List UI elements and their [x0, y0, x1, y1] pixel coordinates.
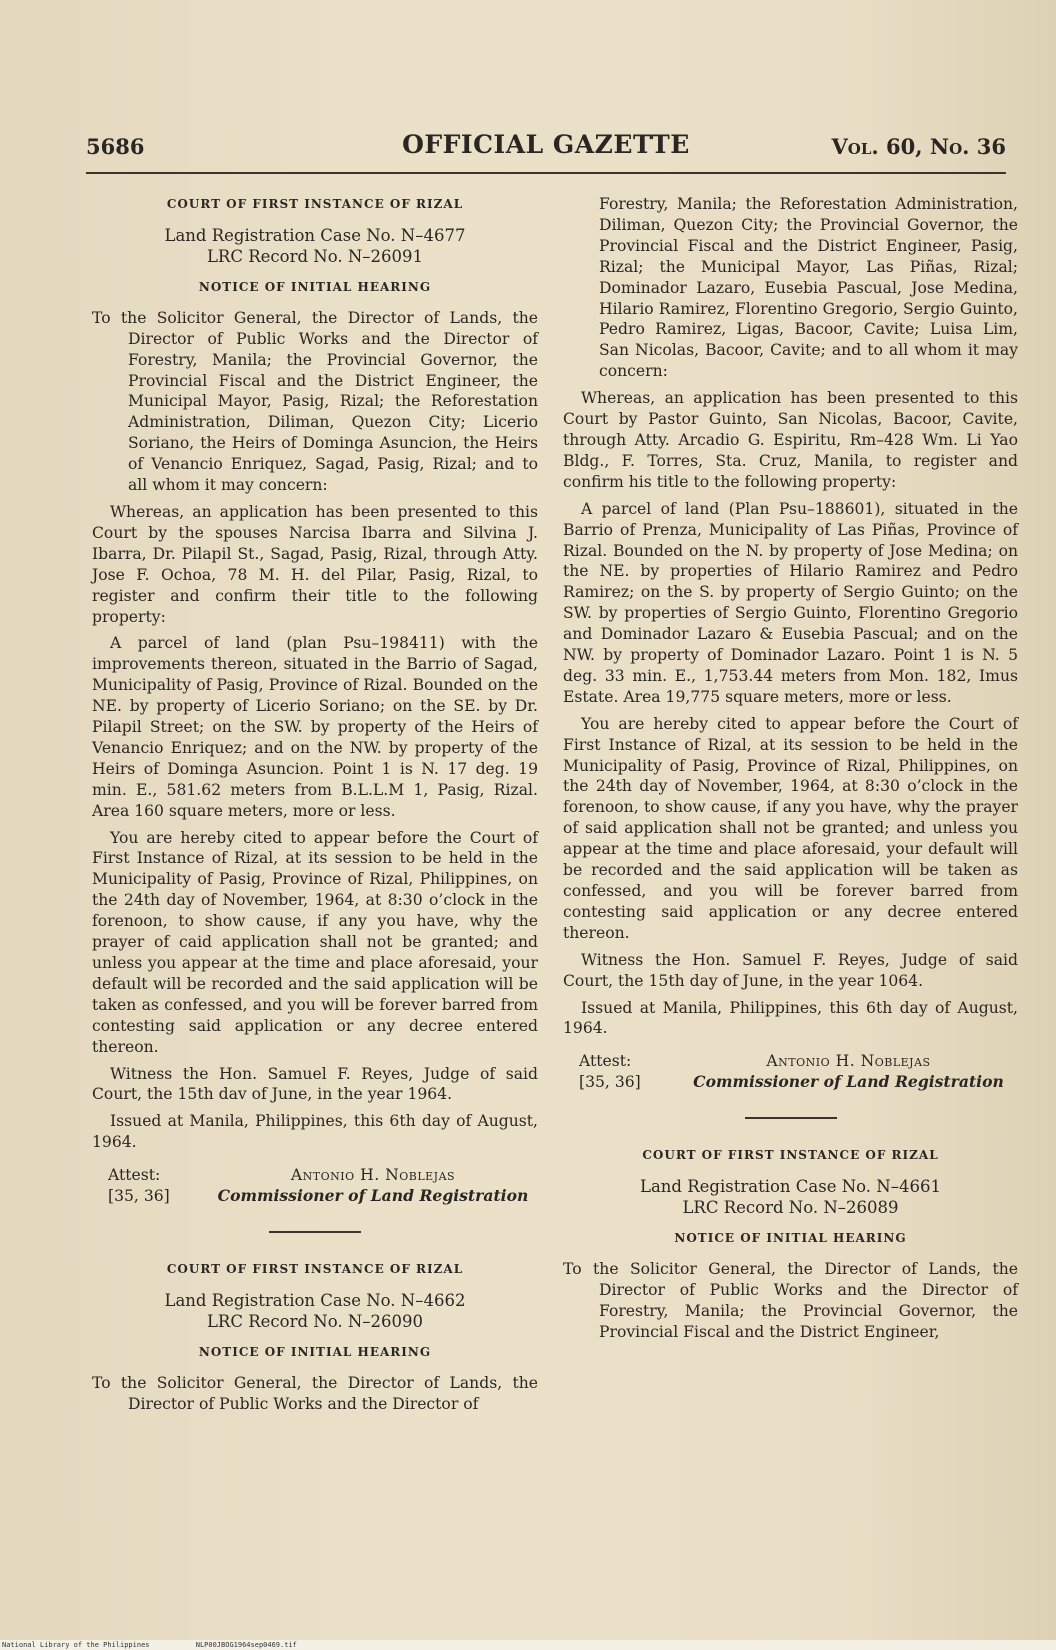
court-name: COURT OF FIRST INSTANCE OF RIZAL: [166, 1261, 464, 1276]
witness-paragraph: Witness the Hon. Samuel F. Reyes, Judge of said Court, the 15th day of June, in the year 1064.: [563, 950, 1018, 990]
notice-n4662-start: [92, 1259, 538, 1415]
publication-title: OFFICIAL GAZETTE: [402, 130, 690, 159]
scan-footer: [0, 1640, 1056, 1650]
notice-n4662-continued: [563, 194, 1018, 1093]
lrc-record: LRC Record No. N–26089: [682, 1198, 899, 1218]
whereas-paragraph: Whereas, an application has been presented to this Court by Pastor Guinto, San Nicolas, Bacoor, Cavite, through Atty. Arcadio G. Espiritu, Rm–428 Wm. Li Yao Bldg., F. Torres, Sta. Cruz, Manila, to register and confirm his title to the following property:: [563, 389, 1018, 491]
notice-separator: [745, 1117, 837, 1119]
parcel-description: A parcel of land (plan Psu–198411) with the improvements thereon, situated in the Barrio of Sagad, Municipality of Pasig, Province of Rizal. Bounded on the NE. by property of Licerio Soriano; on the SE. by Dr. Pilapil Street; on the SW. by property of the Heirs of Venancio Enriquez; and on the NW. by property of the Heirs of Dominga Asuncion. Point 1 is N. 17 deg. 19 min. E., 581.62 meters from B.L.L.M 1, Pasig, Rizal. Area 160 square meters, more or less.: [92, 634, 538, 820]
court-name: COURT OF FIRST INSTANCE OF RIZAL: [642, 1148, 939, 1163]
left-column: [92, 194, 538, 1415]
notice-n4677: [92, 194, 538, 1207]
lrc-record: LRC Record No. N–26091: [206, 246, 424, 266]
page-number: 5686: [86, 134, 145, 159]
signer-name: Antonio H. Noblejas: [290, 1166, 456, 1185]
addressees: To the Solicitor General, the Director of Lands, the Director of Public Works and the Director of Forestry, Manila; the Provincial Governor, the Provincial Fiscal and the District Engineer, the Municipal Mayor, Pasig, Rizal; the Reforestation Administration, Diliman, Quezon City; Licerio Soriano, the Heirs of Dominga Asuncion, the Heirs of Venancio Enriquez, Sagad, Pasig, Rizal; and to all whom it may concern:: [92, 308, 538, 495]
addressees: To the Solicitor General, the Director of Lands, the Director of Public Works and the Director of Forestry, Manila; the Provincial Governor, the Provincial Fiscal and the District Engineer,: [563, 1259, 1018, 1341]
whereas-paragraph: Whereas, an application has been presented to this Court by the spouses Narcisa Ibarra and Silvina J. Ibarra, Dr. Pilapil St., Sagad, Pasig, Rizal, through Atty. Jose F. Ochoa, 78 M. H. del Pilar, Pasig, Rizal, to register and confirm their title to the following property:: [92, 502, 538, 626]
signer-name: Antonio H. Noblejas: [766, 1052, 931, 1071]
signer-title: Commissioner of Land Registration: [693, 1072, 1004, 1092]
page-header: [86, 130, 1006, 166]
notice-n4661: [563, 1145, 1018, 1342]
notice-title: NOTICE OF INITIAL HEARING: [674, 1231, 907, 1246]
case-number: Land Registration Case No. N–4661: [640, 1177, 941, 1197]
issued-paragraph: Issued at Manila, Philippines, this 6th day of August, 1964.: [92, 1112, 538, 1152]
header-rule: [86, 172, 1006, 174]
volume-issue: Vol. 60, No. 36: [831, 134, 1006, 159]
case-number: Land Registration Case No. N–4677: [164, 225, 466, 245]
notice-title: NOTICE OF INITIAL HEARING: [198, 1344, 432, 1359]
court-name: COURT OF FIRST INSTANCE OF RIZAL: [166, 197, 464, 211]
citation-paragraph: You are hereby cited to appear before the Court of First Instance of Rizal, at its session to be held in the Municipality of Pasig, Province of Rizal, Philippines, on the 24th day of November, 1964, at 8:30 o’clock in the forenoon, to show cause, if any you have, why the prayer of said application shall not be granted; and unless you appear at the time and place aforesaid, your default will be recorded and the said application will be taken as confessed, and you will be forever barred from contesting said application or any decree entered thereon.: [563, 714, 1018, 942]
right-column: [563, 194, 1018, 1343]
library-credit: National Library of the Philippines: [2, 1641, 150, 1649]
issue-refs: [35, 36]: [108, 1187, 170, 1206]
notice-title: NOTICE OF INITIAL HEARING: [198, 279, 432, 294]
addressees: To the Solicitor General, the Director of Lands, the Director of Public Works and the Director of: [92, 1373, 538, 1413]
attestation: [563, 1051, 1018, 1093]
signer-title: Commissioner of Land Registration: [217, 1186, 529, 1206]
citation-paragraph: You are hereby cited to appear before the Court of First Instance of Rizal, at its session to be held in the Municipality of Pasig, Province of Rizal, Philippines, on the 24th day of November, 1964, at 8:30 o’clock in the forenoon, to show cause, if any you have, why the prayer of caid application shall not be granted; and unless you appear at the time and place aforesaid, your default will be recorded and the said application will be taken as confessed, and you will be forever barred from contesting said application or any decree entered thereon.: [92, 828, 538, 1056]
attest-label: Attest:: [108, 1166, 161, 1185]
notice-separator: [269, 1231, 361, 1233]
attest-label: Attest:: [579, 1052, 632, 1071]
issued-paragraph: Issued at Manila, Philippines, this 6th day of August, 1964.: [563, 998, 1018, 1038]
addressees-continued: Forestry, Manila; the Reforestation Administration, Diliman, Quezon City; the Provincial Governor, the Provincial Fiscal and the District Engineer, Pasig, Rizal; the Municipal Mayor, Las Piñas, Rizal; Dominador Lazaro, Eusebia Pascual, Jose Medina, Hilario Ramirez, Florentino Gregorio, Sergio Guinto, Pedro Ramirez, Ligas, Bacoor, Cavite; Luisa Lim, San Nicolas, Bacoor, Cavite; and to all whom it may concern:: [599, 195, 1018, 381]
parcel-description: A parcel of land (Plan Psu–188601), situated in the Barrio of Prenza, Municipality of Las Piñas, Province of Rizal. Bounded on the N. by property of Jose Medina; on the NE. by properties of Hilario Ramirez and Pedro Ramirez; on the S. by property of Sergio Guinto; on the SW. by properties of Sergio Guinto, Florentino Gregorio and Dominador Lazaro & Eusebia Pascual; and on the NW. by property of Dominador Lazaro. Point 1 is N. 5 deg. 33 min. E., 1,753.44 meters from Mon. 182, Imus Estate. Area 19,775 square meters, more or less.: [563, 499, 1018, 706]
scan-filename: NLP00JBOG1964sep0469.tif: [195, 1641, 297, 1649]
witness-paragraph: Witness the Hon. Samuel F. Reyes, Judge of said Court, the 15th dav of June, in the year 1964.: [92, 1064, 538, 1104]
case-number: Land Registration Case No. N–4662: [164, 1290, 466, 1310]
attestation: [92, 1165, 538, 1207]
issue-refs: [35, 36]: [579, 1073, 641, 1092]
lrc-record: LRC Record No. N–26090: [206, 1311, 424, 1331]
